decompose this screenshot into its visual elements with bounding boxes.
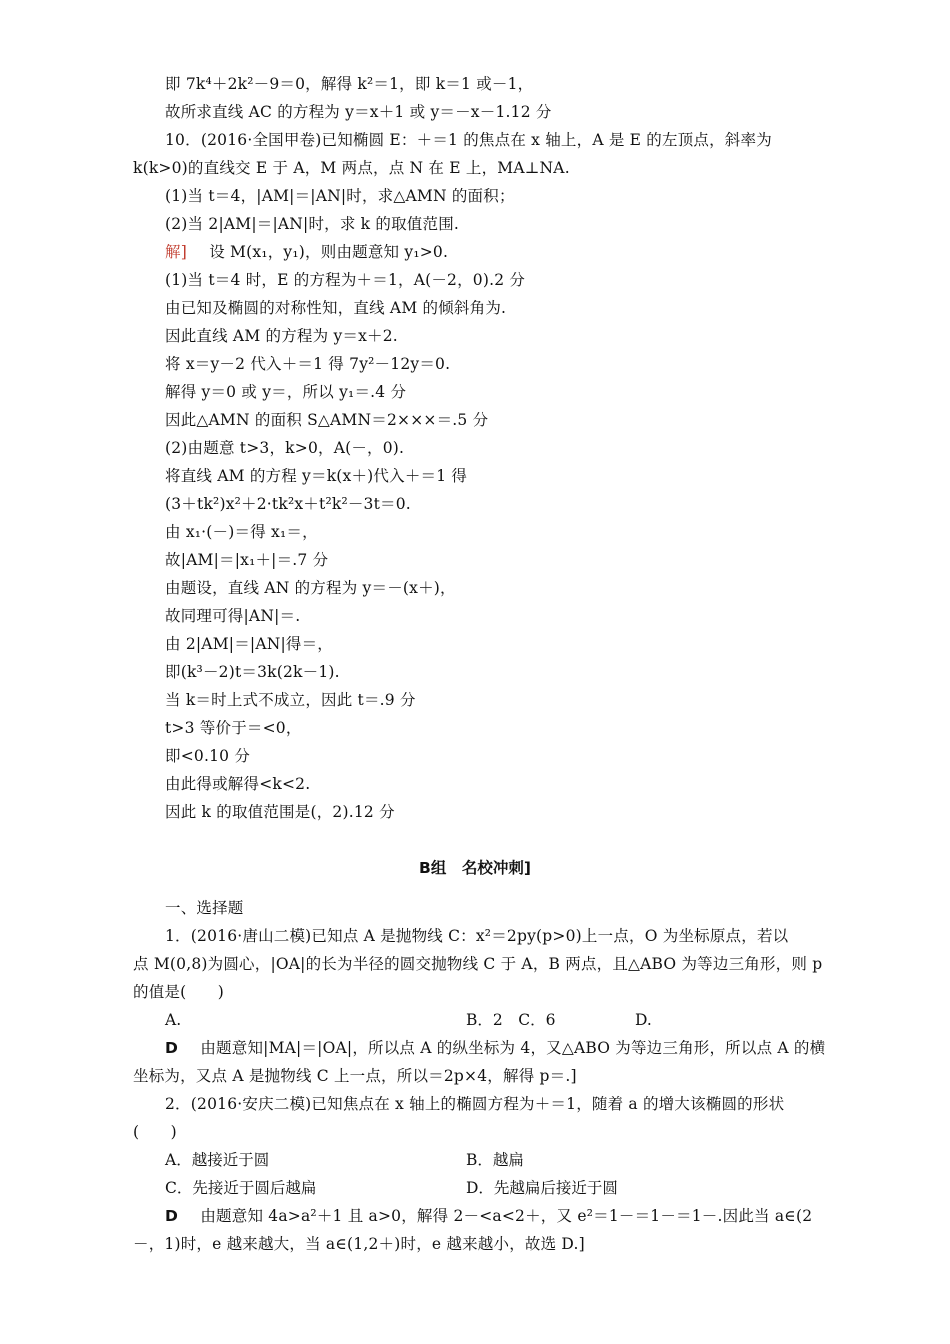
- question-2-option-c: C．先接近于圆后越扁: [165, 1179, 317, 1197]
- text-line: 因此直线 AM 的方程为 y＝x＋2.: [165, 327, 398, 345]
- problem-10-line-2: k(k>0)的直线交 E 于 A，M 两点，点 N 在 E 上，MA⊥NA.: [133, 159, 570, 177]
- text-line: 故所求直线 AC 的方程为 y＝x＋1 或 y＝－x－1.12 分: [165, 103, 552, 121]
- text-line: 解得 y＝0 或 y＝，所以 y₁＝.4 分: [165, 383, 407, 401]
- question-1-line-1: 1．(2016·唐山二模)已知点 A 是抛物线 C：x²＝2py(p>0)上一点，O 为坐标原点，若以: [165, 927, 789, 945]
- text-line: t>3 等价于＝<0，: [165, 719, 302, 737]
- section-b-title: B组 名校冲刺]: [419, 859, 531, 877]
- question-2-option-b: B．越扁: [466, 1151, 524, 1169]
- text-line: 故同理可得|AN|＝.: [165, 607, 301, 625]
- text-line: 即 7k⁴＋2k²－9＝0，解得 k²＝1，即 k＝1 或－1，: [165, 75, 534, 93]
- solution-tag: 解]: [165, 243, 187, 261]
- text-line: (1)当 t＝4 时，E 的方程为＋＝1，A(－2，0).2 分: [165, 271, 526, 289]
- text-line: 因此△AMN 的面积 S△AMN＝2×××＝.5 分: [165, 411, 489, 429]
- text-line: (2)由题意 t>3，k>0，A(－，0).: [165, 439, 405, 457]
- text-line: 当 k＝时上式不成立，因此 t＝.9 分: [165, 691, 416, 709]
- question-1-answer-line-2: 坐标为，又点 A 是抛物线 C 上一点，所以＝2p×4，解得 p＝.]: [133, 1067, 577, 1085]
- text-line: 由 x₁·(－)＝得 x₁＝，: [165, 523, 318, 541]
- text-line: 由此得或解得<k<2.: [165, 775, 311, 793]
- text-line: 将 x＝y－2 代入＋＝1 得 7y²－12y＝0.: [165, 355, 451, 373]
- solution-intro: [165, 242, 448, 262]
- question-1-option-a: A.: [165, 1011, 182, 1029]
- text-line: (3＋tk²)x²＋2·tk²x＋t²k²－3t＝0.: [165, 495, 411, 513]
- question-2-line-2: ( ): [133, 1123, 177, 1141]
- question-1-option-d: D.: [635, 1011, 652, 1029]
- question-2-answer-line-2: －，1)时，e 越来越大，当 a∈(1,2＋)时，e 越来越小，故选 D.]: [133, 1235, 585, 1253]
- text-line: 即<0.10 分: [165, 747, 251, 765]
- solution-intro-text: 设 M(x₁，y₁)，则由题意知 y₁>0.: [209, 243, 449, 261]
- problem-10-line-1: 10．(2016·全国甲卷)已知椭圆 E：＋＝1 的焦点在 x 轴上，A 是 E 的左顶点，斜率为: [165, 131, 772, 149]
- answer-text: 由题意知|MA|＝|OA|，所以点 A 的纵坐标为 4，又△ABO 为等边三角形，所以点 A 的横: [200, 1039, 826, 1057]
- question-1-option-bc: B．2 C．6: [466, 1011, 556, 1029]
- text-line: 由已知及椭圆的对称性知，直线 AM 的倾斜角为.: [165, 299, 507, 317]
- text-line: 故|AM|＝|x₁＋|＝.7 分: [165, 551, 329, 569]
- question-1-line-3: 的值是( ): [133, 983, 224, 1001]
- question-2-answer-line-1: [165, 1206, 812, 1226]
- problem-10-part-1: (1)当 t＝4，|AM|＝|AN|时，求△AMN 的面积；: [165, 187, 515, 205]
- text-line: 即(k³－2)t＝3k(2k－1).: [165, 663, 340, 681]
- question-1-line-2: 点 M(0,8)为圆心，|OA|的长为半径的圆交抛物线 C 于 A，B 两点，且△ABO 为等边三角形，则 p: [133, 955, 823, 973]
- question-2-option-d: D．先越扁后接近于圆: [466, 1179, 618, 1197]
- answer-letter: D: [165, 1039, 179, 1057]
- text-line: 因此 k 的取值范围是(，2).12 分: [165, 803, 395, 821]
- problem-10-part-2: (2)当 2|AM|＝|AN|时，求 k 的取值范围.: [165, 215, 460, 233]
- text-line: 由题设，直线 AN 的方程为 y＝－(x＋)，: [165, 579, 456, 597]
- question-2-line-1: 2．(2016·安庆二模)已知焦点在 x 轴上的椭圆方程为＋＝1，随着 a 的增大该椭圆的形状: [165, 1095, 785, 1113]
- text-line: 将直线 AM 的方程 y＝k(x＋)代入＋＝1 得: [165, 467, 468, 485]
- section-heading: 一、选择题: [165, 899, 244, 917]
- text-line: 由 2|AM|＝|AN|得＝，: [165, 635, 333, 653]
- question-1-answer-line-1: [165, 1038, 825, 1058]
- answer-text: 由题意知 4a>a²＋1 且 a>0，解得 2－<a<2＋，又 e²＝1－＝1－＝1－.因此当 a∈(2: [200, 1207, 813, 1225]
- question-2-option-a: A．越接近于圆: [165, 1151, 270, 1169]
- answer-letter: D: [165, 1207, 179, 1225]
